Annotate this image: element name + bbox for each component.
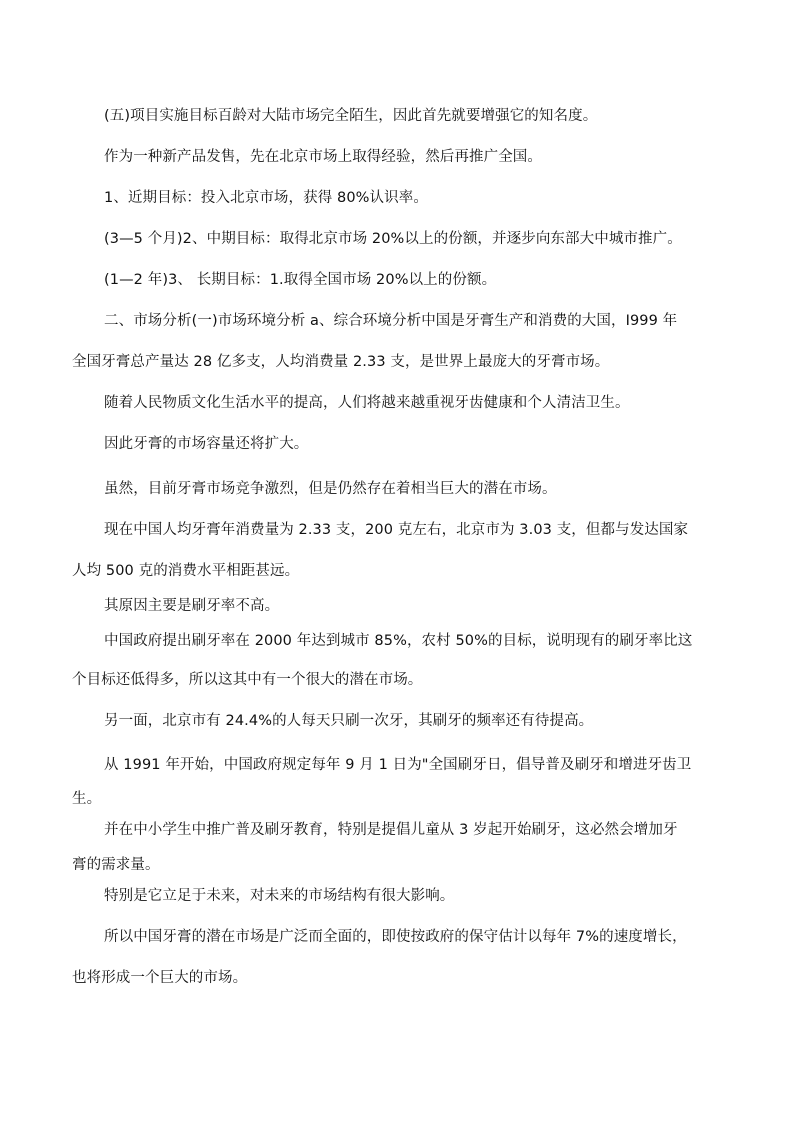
text-line: 个目标还低得多，所以这其中有一个很大的潜在市场。 (72, 672, 423, 688)
text-line: 也将形成一个巨大的市场。 (72, 970, 248, 986)
text-line: 从 1991 年开始，中国政府规定每年 9 月 1 日为"全国刷牙日，倡导普及刷牙和增进牙齿卫 (104, 757, 692, 773)
text-line: 全国牙膏总产量达 28 亿多支，人均消费量 2.33 支，是世界上最庞大的牙膏市场。 (72, 354, 610, 370)
text-line: 1、近期目标：投入北京市场，获得 80%认识率。 (104, 190, 428, 206)
text-line: (1—2 年)3、 长期目标：1.取得全国市场 20%以上的份额。 (104, 272, 497, 288)
text-line: 虽然，目前牙膏市场竞争激烈，但是仍然存在着相当巨大的潜在市场。 (104, 481, 557, 497)
text-line: (五)项目实施目标百龄对大陆市场完全陌生，因此首先就要增强它的知名度。 (104, 108, 598, 124)
text-line: 作为一种新产品发售，先在北京市场上取得经验，然后再推广全国。 (104, 149, 542, 165)
text-line: (3—5 个月)2、中期目标：取得北京市场 20%以上的份额，并逐步向东部大中城市推广。 (104, 231, 682, 247)
text-line: 随着人民物质文化生活水平的提高，人们将越来越重视牙齿健康和个人清洁卫生。 (104, 395, 630, 411)
text-line: 另一面，北京市有 24.4%的人每天只刷一次牙，其刷牙的频率还有待提高。 (104, 713, 594, 729)
text-line: 所以中国牙膏的潜在市场是广泛而全面的，即使按政府的保守估计以每年 7%的速度增长， (104, 929, 687, 945)
text-line: 并在中小学生中推广普及刷牙教育，特别是提倡儿童从 3 岁起开始刷牙，这必然会增加牙 (104, 822, 678, 838)
text-line: 其原因主要是刷牙率不高。 (104, 598, 280, 614)
text-line: 中国政府提出刷牙率在 2000 年达到城市 85%，农村 50%的目标，说明现有的刷牙率比这 (104, 633, 693, 649)
text-line: 二、市场分析(一)市场环境分析 a、综合环境分析中国是牙膏生产和消费的大国，I999 年 (104, 313, 678, 329)
text-line: 现在中国人均牙膏年消费量为 2.33 支，200 克左右，北京市为 3.03 支，但都与发达国家 (104, 522, 689, 538)
text-line: 特别是它立足于未来，对未来的市场结构有很大影响。 (104, 888, 455, 904)
text-line: 人均 500 克的消费水平相距甚远。 (72, 563, 300, 579)
text-line: 膏的需求量。 (72, 857, 160, 873)
text-line: 因此牙膏的市场容量还将扩大。 (104, 436, 309, 452)
text-line: 生。 (72, 791, 102, 807)
